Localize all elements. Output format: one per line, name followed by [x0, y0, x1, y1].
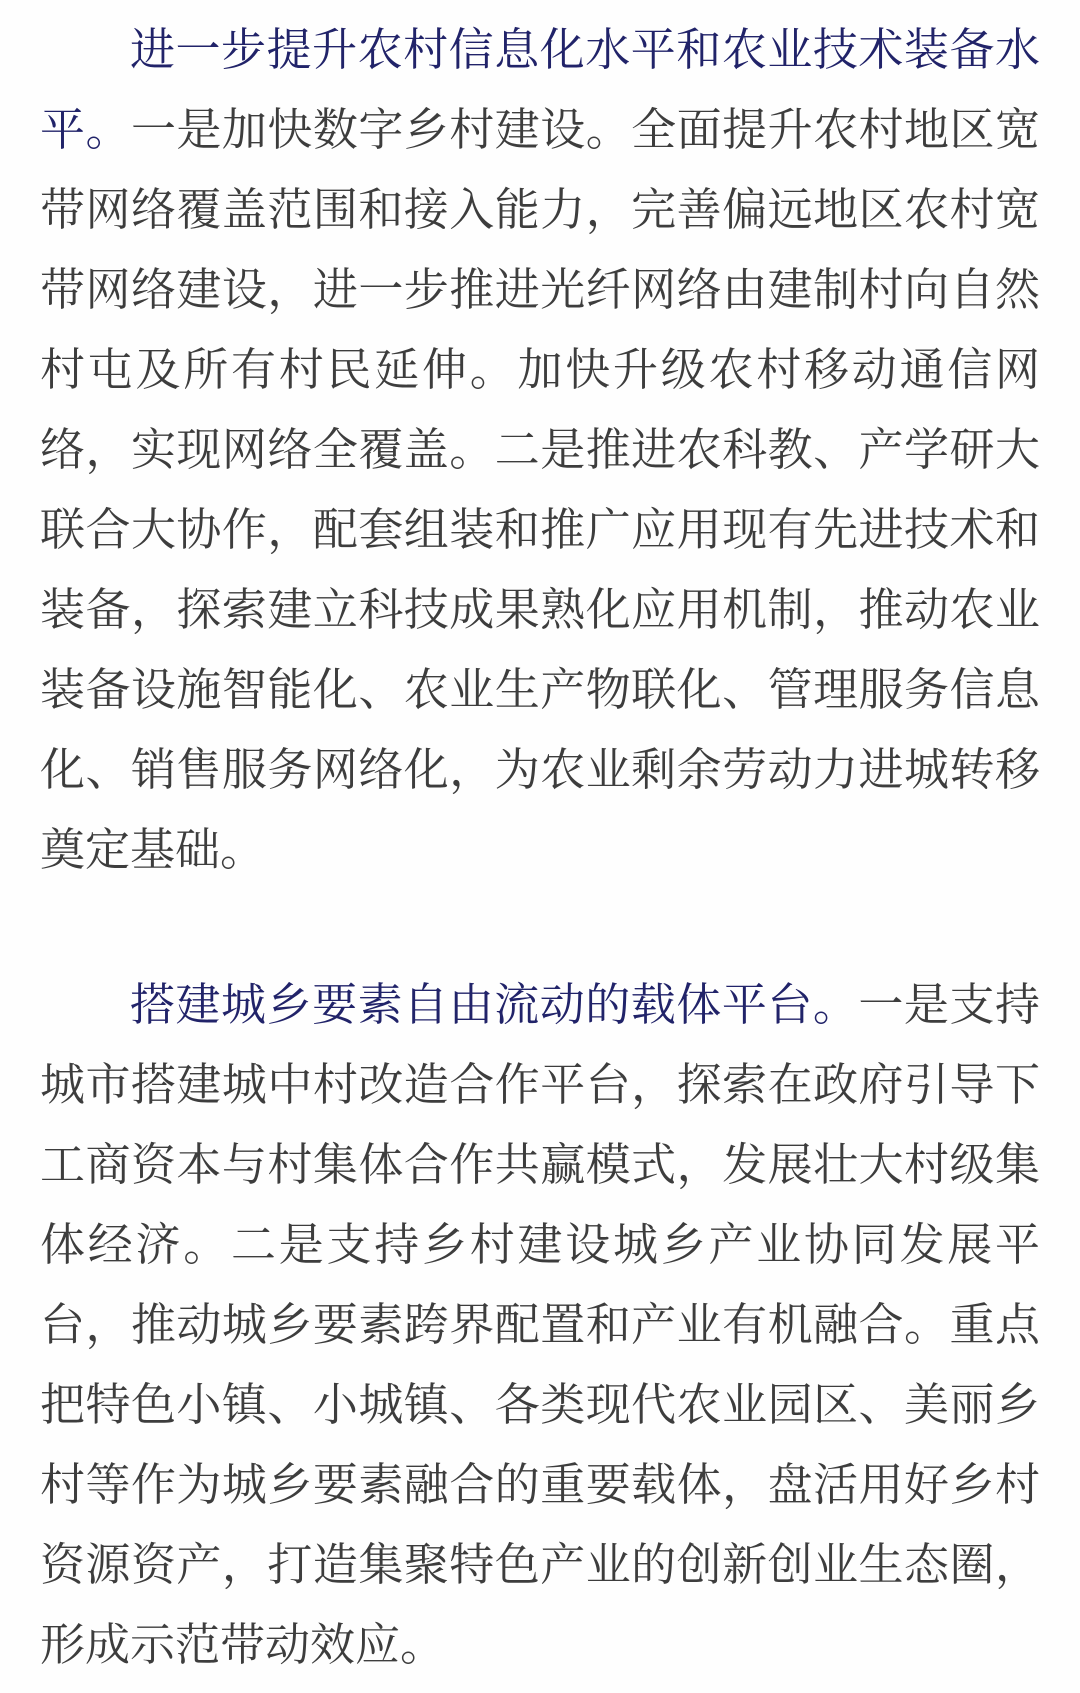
paragraph-body-text: 一是支持城市搭建城中村改造合作平台，探索在政府引导下工商资本与村集体合作共赢模式，发展壮大村级集体经济。二是支持乡村建设城乡产业协同发展平台，推动城乡要素跨界配置和产业有机融合。重点把特色小镇、小城镇、各类现代农业园区、美丽乡村等作为城乡要素融合的重要载体，盘活用好乡村资源资产，打造集聚特色产业的创新创业生态圈，形成示范带动效应。 — [40, 979, 1040, 1670]
paragraph-lead-sentence: 进一步提升农村信息化水平和农业技术装备水平。 — [40, 24, 1040, 155]
paragraph — [40, 965, 1040, 1685]
article-body — [40, 0, 1040, 1685]
paragraph — [40, 10, 1040, 890]
paragraph-lead-sentence: 搭建城乡要素自由流动的载体平台。 — [130, 979, 859, 1030]
paragraph-body-text: 一是加快数字乡村建设。全面提升农村地区宽带网络覆盖范围和接入能力，完善偏远地区农村宽带网络建设，进一步推进光纤网络由建制村向自然村屯及所有村民延伸。加快升级农村移动通信网络，实现网络全覆盖。二是推进农科教、产学研大联合大协作，配套组装和推广应用现有先进技术和装备，探索建立科技成果熟化应用机制，推动农业装备设施智能化、农业生产物联化、管理服务信息化、销售服务网络化，为农业剩余劳动力进城转移奠定基础。 — [40, 104, 1040, 875]
